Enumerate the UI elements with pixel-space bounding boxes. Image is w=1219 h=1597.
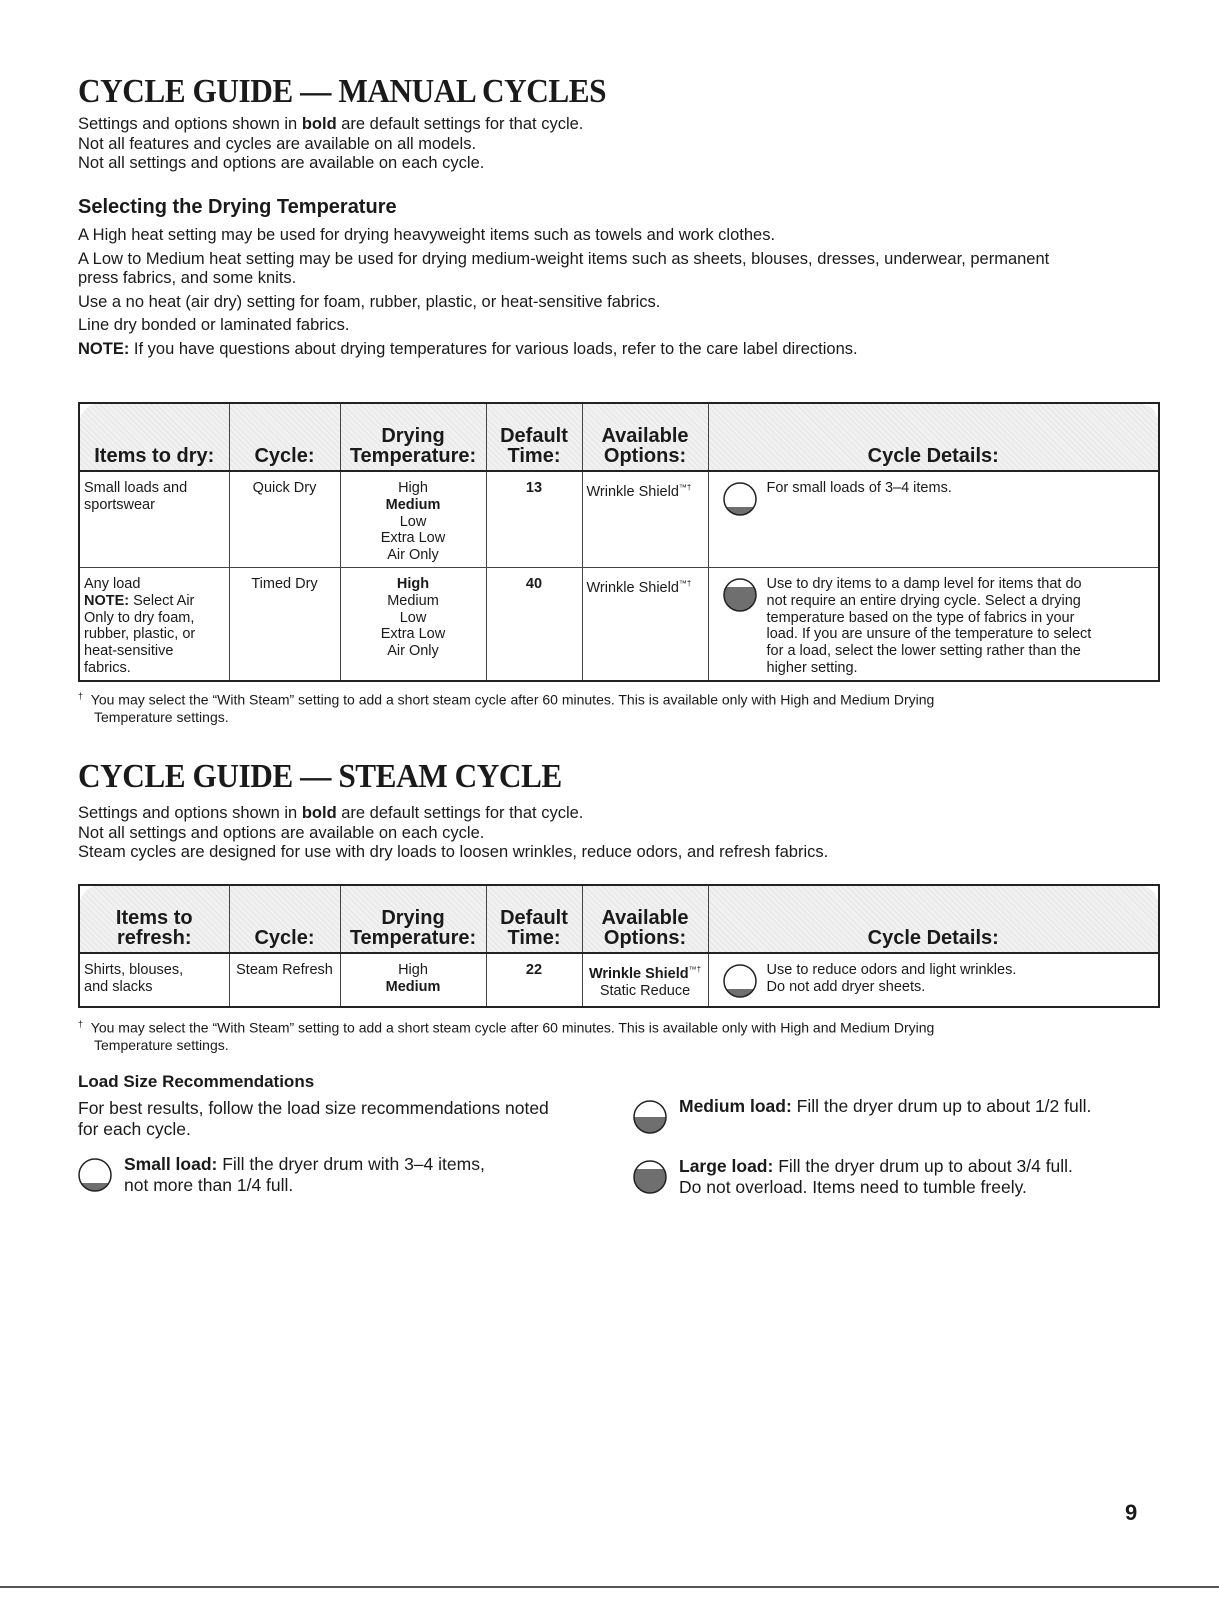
items-cell: Small loads and sportswear [79,471,229,567]
steam-cycle-table [78,884,1160,1008]
header-cycle: Cycle: [229,885,340,953]
steam-footnote: † You may select the “With Steam” setting to add a short steam cycle after 60 minutes. This is available only with High and Medium Drying Temperature settings. [78,1019,935,1053]
temperature-cell: High Medium Low Extra Low Air Only [340,471,486,567]
manual-cycle-table [78,402,1160,682]
default-time-cell: 13 [486,471,582,567]
small-load-icon [78,1158,114,1192]
details-text: Use to reduce odors and light wrinkles. Do not add dryer sheets. [766,962,1017,995]
header-cycle-details: Cycle Details: [708,403,1159,471]
options-cell: Wrinkle Shield™† [582,567,708,680]
header-drying-temperature: Drying Temperature: [340,403,486,471]
items-cell: Any load NOTE: Select Air Only to dry foam, rubber, plastic, or heat-sensitive fabrics. [79,567,229,680]
options-cell: Wrinkle Shield™† [582,471,708,567]
small-load-icon [723,482,757,516]
small-load-note: Small load: Fill the dryer drum with 3–4 items, not more than 1/4 full. [78,1154,598,1196]
table-row [79,567,1159,680]
steam-cycle-title: CYCLE GUIDE — STEAM CYCLE [78,758,562,795]
manual-intro-line-1: Settings and options shown in bold are default settings for that cycle. [78,115,584,133]
medium-load-note: Medium load: Fill the dryer drum up to about 1/2 full. [633,1096,1153,1134]
table-row [79,953,1159,1007]
manual-intro-line-3: Not all settings and options are available on each cycle. [78,154,485,172]
cycle-cell: Steam Refresh [229,953,340,1007]
header-items-to-refresh: Items to refresh: [79,885,229,953]
header-cycle: Cycle: [229,403,340,471]
header-drying-temperature: Drying Temperature: [340,885,486,953]
manual-footnote: † You may select the “With Steam” setting to add a short steam cycle after 60 minutes. This is available only with High and Medium Drying Temperature settings. [78,691,935,725]
details-text: For small loads of 3–4 items. [766,480,952,496]
details-cell [708,953,1159,1007]
details-text: Use to dry items to a damp level for items that do not require an entire drying cycle. Select a drying temperature based on the type of fabrics in your load. If you are unsure of the temperature to select for a load, select the lower setting rather than the higher setting. [766,575,1092,676]
steam-intro [78,804,828,863]
temp-paragraph: A Low to Medium heat setting may be used for drying medium-weight items such as sheets, blouses, dresses, underwear, permanent press fabrics, and some knits. [78,249,1050,287]
cycle-cell: Timed Dry [229,567,340,680]
options-cell: Wrinkle Shield™† Static Reduce [582,953,708,1007]
temp-paragraph: Line dry bonded or laminated fabrics. [78,316,350,334]
large-load-icon [633,1160,669,1194]
default-time-cell: 40 [486,567,582,680]
temperature-cell: High Medium Low Extra Low Air Only [340,567,486,680]
header-available-options: Available Options: [582,403,708,471]
header-cycle-details: Cycle Details: [708,885,1159,953]
bottom-rule [0,1586,1219,1588]
large-load-icon [723,578,757,612]
page-number: 9 [1125,1500,1138,1525]
manual-intro [78,115,583,174]
header-default-time: Default Time: [486,403,582,471]
steam-intro-line-2: Not all settings and options are available on each cycle. [78,823,485,842]
drying-temperature-text [78,226,1078,363]
temp-note: NOTE: If you have questions about drying temperatures for various loads, refer to the care label directions. [78,339,858,358]
load-size-intro: For best results, follow the load size recommendations noted for each cycle. [78,1098,549,1139]
temperature-cell: High Medium [340,953,486,1007]
small-load-icon [723,964,757,998]
table-row [79,471,1159,567]
large-load-note: Large load: Fill the dryer drum up to about 3/4 full. Do not overload. Items need to tumble freely. [633,1156,1153,1198]
items-cell: Shirts, blouses, and slacks [79,953,229,1007]
temp-paragraph: Use a no heat (air dry) setting for foam, rubber, plastic, or heat-sensitive fabrics. [78,292,661,311]
drying-temperature-heading: Selecting the Drying Temperature [78,196,397,218]
details-cell [708,471,1159,567]
header-items-to-dry: Items to dry: [79,403,229,471]
header-default-time: Default Time: [486,885,582,953]
manual-intro-line-2: Not all features and cycles are available on all models. [78,134,477,153]
medium-load-icon [633,1100,669,1134]
steam-intro-line-1: Settings and options shown in bold are default settings for that cycle. [78,804,584,822]
manual-cycles-title: CYCLE GUIDE — MANUAL CYCLES [78,73,607,110]
details-cell [708,567,1159,680]
cycle-cell: Quick Dry [229,471,340,567]
header-available-options: Available Options: [582,885,708,953]
default-time-cell: 22 [486,953,582,1007]
steam-intro-line-3: Steam cycles are designed for use with dry loads to loosen wrinkles, reduce odors, and refresh fabrics. [78,843,829,861]
temp-paragraph: A High heat setting may be used for drying heavyweight items such as towels and work clothes. [78,226,776,244]
load-size-heading: Load Size Recommendations [78,1072,315,1091]
